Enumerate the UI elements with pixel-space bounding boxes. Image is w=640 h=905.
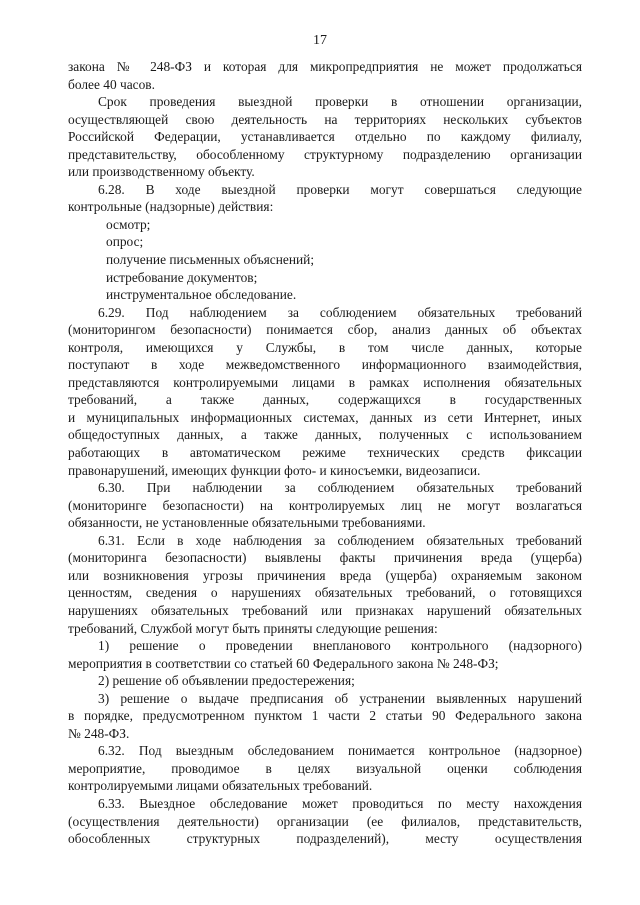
list-item: получение письменных объяснений; [106, 252, 315, 268]
text-line: 6.32. Под выездным обследованием понимается контрольное (надзорное) [98, 743, 582, 759]
text-line: общедоступных данных, а также данных, полученных с использованием [68, 427, 582, 443]
text-line: представительству, обособленному структурному подразделению организации [68, 146, 582, 162]
text-line: 6.31. Если в ходе наблюдения за соблюдением обязательных требований [98, 532, 582, 548]
document-body [68, 58, 582, 848]
text-line: правонарушений, имеющих функции фото- и киносъемки, видеозаписи. [68, 462, 481, 478]
text-line: или возникновения угрозы причинения вреда (ущерба) охраняемым законом [68, 567, 582, 583]
text-line: Российской Федерации, устанавливается отдельно по каждому филиалу, [68, 129, 582, 145]
text-line: требований, а также данных, содержащихся в государственных [68, 392, 582, 408]
list-item: истребование документов; [106, 269, 258, 285]
text-line: требований, Службой могут быть приняты следующие решения: [68, 620, 438, 636]
text-line: № 248-ФЗ. [68, 725, 130, 741]
text-line: поступают в ходе межведомственного информационного взаимодействия, [68, 357, 582, 373]
text-line: или производственному объекту. [68, 164, 255, 180]
text-line: обязанности, не установленные обязательными требованиями. [68, 515, 426, 531]
list-item: осмотр; [106, 216, 151, 232]
text-line: (осуществления деятельности) организации (ее филиалов, представительств, [68, 813, 582, 829]
text-line: закона № 248-ФЗ и которая для микропредприятия не может продолжаться [68, 59, 582, 74]
text-line: осуществляющей свою деятельность на территориях нескольких субъектов [68, 111, 582, 127]
page-number: 17 [313, 33, 327, 48]
text-line: контроля, имеющихся у Службы, в том числе данных, которые [68, 339, 582, 355]
text-line: (мониторинге безопасности) на контролируемых лиц не могут возлагаться [68, 497, 582, 513]
list-item: 3) решение о выдаче предписания об устранении выявленных нарушений [98, 690, 582, 706]
text-line: (мониторингом безопасности) понимается сбор, анализ данных об объектах [68, 322, 582, 338]
text-line: Срок проведения выездной проверки в отношении организации, [98, 94, 582, 110]
text-line: 6.33. Выездное обследование может проводиться по месту нахождения [98, 795, 582, 811]
text-line: обособленных структурных подразделений), месту осуществления [68, 831, 582, 847]
text-line: работающих в автоматическом режиме технических средств фиксации [68, 445, 582, 461]
text-line: контролируемыми лицами обязательных требований. [68, 778, 373, 794]
text-line: более 40 часов. [68, 76, 155, 92]
text-line: и муниципальных информационных системах, данных из сети Интернет, иных [68, 409, 582, 425]
text-line: представляются контролируемыми лицами в рамках исполнения обязательных [68, 374, 582, 390]
text-line: 6.30. При наблюдении за соблюдением обязательных требований [98, 480, 582, 496]
text-line: в порядке, предусмотренном пунктом 1 части 2 статьи 90 Федерального закона [68, 708, 582, 724]
text-line: ценностям, сведения о нарушениях обязательных требований, о готовящихся [68, 585, 582, 601]
text-line: (мониторинга безопасности) выявлены факты причинения вреда (ущерба) [68, 550, 582, 566]
text-line: мероприятия в соответствии со статьей 60 Федерального закона № 248-ФЗ; [68, 655, 499, 671]
text-line: нарушениях обязательных требований или признаках нарушений обязательных [68, 602, 582, 618]
list-item: 1) решение о проведении внепланового контрольного (надзорного) [98, 638, 582, 654]
text-line: 6.28. В ходе выездной проверки могут совершаться следующие [98, 181, 582, 197]
list-item: инструментальное обследование. [106, 287, 297, 303]
text-line: контрольные (надзорные) действия: [68, 199, 274, 215]
list-item: опрос; [106, 234, 144, 250]
text-line: 6.29. Под наблюдением за соблюдением обязательных требований [98, 304, 582, 320]
list-item: 2) решение об объявлении предостережения; [98, 673, 355, 689]
text-line: мероприятие, проводимое в целях визуальной оценки соблюдения [68, 760, 582, 776]
